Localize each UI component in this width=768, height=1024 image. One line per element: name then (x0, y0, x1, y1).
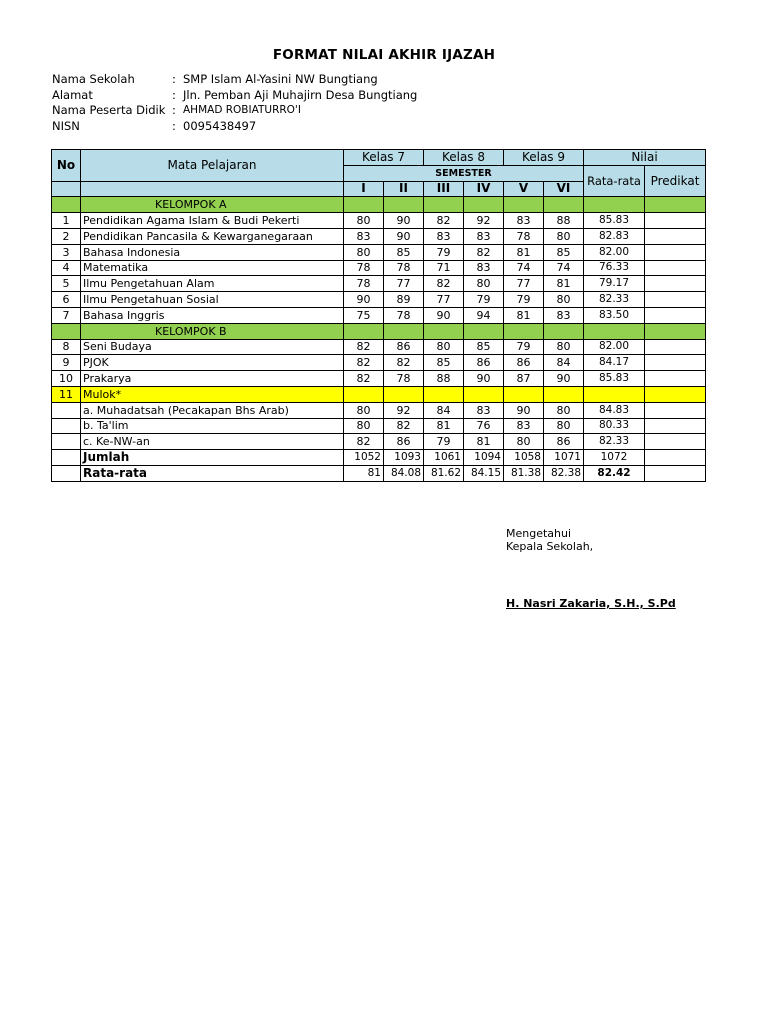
header-predikat: Predikat (645, 165, 706, 197)
subject-row (52, 260, 706, 276)
student-info (52, 72, 417, 134)
semester-score: 84 (424, 402, 464, 418)
row-number: 11 (52, 386, 81, 402)
info-label: NISN (52, 118, 80, 133)
subject-row (52, 307, 706, 323)
semester-score: 80 (344, 244, 384, 260)
row-number: 3 (52, 244, 81, 260)
semester-score: 77 (504, 276, 544, 292)
header-kelas9: Kelas 9 (504, 150, 584, 166)
semester-score: 86 (464, 355, 504, 371)
semester-score: 80 (344, 213, 384, 229)
subject-row (52, 402, 706, 418)
subject-row (52, 244, 706, 260)
average-score: 85.83 (584, 371, 645, 387)
average-score: 79.17 (584, 276, 645, 292)
info-row-address (52, 88, 417, 104)
row-number: 8 (52, 339, 81, 355)
semester-score: 75 (344, 307, 384, 323)
predikat-cell (645, 260, 706, 276)
semester-score: 79 (424, 244, 464, 260)
group-row (52, 323, 706, 339)
row-number (52, 402, 81, 418)
semester-score: 85 (544, 244, 584, 260)
info-value: 0095438497 (183, 118, 257, 133)
info-row-nisn (52, 119, 417, 135)
signature-line-1: Mengetahui (506, 527, 572, 540)
total-score: 1061 (424, 450, 464, 466)
header-semester-4: IV (464, 181, 504, 197)
semester-score: 90 (384, 228, 424, 244)
group-empty-cell (544, 197, 584, 213)
semester-score: 87 (504, 371, 544, 387)
row-number (52, 418, 81, 434)
semester-score: 74 (504, 260, 544, 276)
semester-score: 81 (504, 307, 544, 323)
semester-score: 88 (424, 371, 464, 387)
semester-score: 88 (544, 213, 584, 229)
semester-score: 83 (544, 307, 584, 323)
total-row (52, 450, 706, 466)
subject-row (52, 371, 706, 387)
predikat-cell (645, 355, 706, 371)
semester-score: 89 (384, 292, 424, 308)
group-empty-cell (645, 323, 706, 339)
row-number: 6 (52, 292, 81, 308)
subject-name: Bahasa Indonesia (81, 244, 344, 260)
semester-score: 94 (464, 307, 504, 323)
header-semester-6: VI (544, 181, 584, 197)
predikat-cell (645, 418, 706, 434)
predikat-cell (645, 276, 706, 292)
row-number: 7 (52, 307, 81, 323)
semester-score: 82 (344, 434, 384, 450)
group-empty-cell (344, 197, 384, 213)
total-average: 1072 (584, 450, 645, 466)
header-nilai: Nilai (584, 150, 706, 166)
predikat-cell (645, 339, 706, 355)
signature-line-2: Kepala Sekolah, (506, 539, 594, 553)
group-row (52, 197, 706, 213)
average-score: 82.00 (584, 339, 645, 355)
subject-row (52, 292, 706, 308)
group-empty-cell (344, 323, 384, 339)
subject-row (52, 434, 706, 450)
semester-score: 80 (464, 276, 504, 292)
semester-score: 90 (464, 371, 504, 387)
mulok-empty-cell (645, 386, 706, 402)
semester-score: 81 (544, 276, 584, 292)
semester-score: 77 (424, 292, 464, 308)
row-number: 2 (52, 228, 81, 244)
subject-name: Seni Budaya (81, 339, 344, 355)
info-value: AHMAD ROBIATURRO'I (183, 104, 301, 116)
info-separator: : (172, 87, 176, 102)
info-row-school (52, 72, 417, 88)
average-score: 84.17 (584, 355, 645, 371)
average-semester: 81.38 (504, 465, 544, 481)
subject-name: c. Ke-NW-an (81, 434, 344, 450)
row-number (52, 465, 81, 481)
group-empty-cell (464, 197, 504, 213)
subject-name: Pendidikan Agama Islam & Budi Pekerti (81, 213, 344, 229)
group-no-cell (52, 197, 81, 213)
average-score: 82.83 (584, 228, 645, 244)
average-score: 85.83 (584, 213, 645, 229)
group-empty-cell (424, 323, 464, 339)
subject-name: Prakarya (81, 371, 344, 387)
predikat-cell (645, 228, 706, 244)
semester-score: 83 (424, 228, 464, 244)
row-number: 10 (52, 371, 81, 387)
semester-score: 86 (384, 434, 424, 450)
total-score: 1071 (544, 450, 584, 466)
semester-score: 82 (384, 355, 424, 371)
total-score: 1094 (464, 450, 504, 466)
average-score: 76.33 (584, 260, 645, 276)
row-number: 4 (52, 260, 81, 276)
subject-name: Ilmu Pengetahuan Sosial (81, 292, 344, 308)
semester-score: 79 (504, 292, 544, 308)
subject-row (52, 213, 706, 229)
subject-name: Pendidikan Pancasila & Kewarganegaraan (81, 228, 344, 244)
subject-row (52, 355, 706, 371)
subject-name: PJOK (81, 355, 344, 371)
info-separator: : (172, 72, 176, 86)
group-no-cell (52, 323, 81, 339)
semester-score: 83 (344, 228, 384, 244)
semester-score: 80 (544, 292, 584, 308)
grades-table (51, 149, 706, 482)
group-empty-cell (384, 323, 424, 339)
predikat-cell (645, 307, 706, 323)
semester-score: 83 (504, 213, 544, 229)
semester-score: 82 (344, 371, 384, 387)
page-title: FORMAT NILAI AKHIR IJAZAH (272, 47, 496, 63)
semester-score: 82 (464, 244, 504, 260)
header-semester-3: III (424, 181, 464, 197)
semester-score: 83 (464, 402, 504, 418)
group-empty-cell (464, 323, 504, 339)
row-number (52, 450, 81, 466)
average-semester: 81.62 (424, 465, 464, 481)
semester-score: 80 (544, 418, 584, 434)
semester-score: 90 (424, 307, 464, 323)
semester-score: 90 (504, 402, 544, 418)
total-score: 1052 (344, 450, 384, 466)
info-value: SMP Islam Al-Yasini NW Bungtiang (183, 72, 378, 86)
average-score: 80.33 (584, 418, 645, 434)
semester-score: 83 (464, 228, 504, 244)
group-empty-cell (504, 197, 544, 213)
group-empty-cell (384, 197, 424, 213)
semester-score: 74 (544, 260, 584, 276)
subject-row (52, 418, 706, 434)
overall-average: 82.42 (584, 465, 645, 481)
predikat-cell (645, 244, 706, 260)
row-number: 5 (52, 276, 81, 292)
header-rata-rata: Rata-rata (584, 165, 645, 197)
group-empty-cell (584, 323, 645, 339)
semester-score: 80 (504, 434, 544, 450)
semester-score: 80 (544, 339, 584, 355)
semester-score: 84 (544, 355, 584, 371)
semester-score: 82 (424, 213, 464, 229)
semester-score: 81 (504, 244, 544, 260)
semester-score: 78 (384, 307, 424, 323)
info-value: Jln. Pemban Aji Muhajirn Desa Bungtiang (183, 87, 418, 102)
group-label: KELOMPOK B (81, 323, 344, 339)
semester-score: 82 (424, 276, 464, 292)
header-kelas8: Kelas 8 (424, 150, 504, 166)
average-score: 83.50 (584, 307, 645, 323)
group-empty-cell (544, 323, 584, 339)
signature-block (506, 528, 593, 553)
header-semester-1: I (344, 181, 384, 197)
average-semester: 82.38 (544, 465, 584, 481)
average-semester: 84.08 (384, 465, 424, 481)
header-row-1 (52, 150, 706, 166)
semester-score: 76 (464, 418, 504, 434)
predikat-cell (645, 434, 706, 450)
semester-score: 86 (384, 339, 424, 355)
average-score: 82.00 (584, 244, 645, 260)
header-no: No (52, 150, 81, 182)
header-semester-5: V (504, 181, 544, 197)
semester-score: 82 (384, 418, 424, 434)
row-number (52, 434, 81, 450)
mulok-empty-cell (424, 386, 464, 402)
semester-score: 82 (344, 339, 384, 355)
average-row (52, 465, 706, 481)
subject-name: b. Ta'lim (81, 418, 344, 434)
semester-score: 86 (544, 434, 584, 450)
semester-score: 80 (344, 418, 384, 434)
header-subject: Mata Pelajaran (81, 150, 344, 182)
semester-score: 83 (464, 260, 504, 276)
semester-score: 86 (504, 355, 544, 371)
mulok-empty-cell (504, 386, 544, 402)
mulok-empty-cell (544, 386, 584, 402)
semester-score: 71 (424, 260, 464, 276)
semester-score: 77 (384, 276, 424, 292)
info-separator: : (172, 103, 176, 117)
semester-score: 78 (344, 276, 384, 292)
semester-score: 85 (464, 339, 504, 355)
average-score: 84.83 (584, 402, 645, 418)
mulok-empty-cell (384, 386, 424, 402)
header-blank (52, 181, 81, 197)
semester-score: 80 (544, 402, 584, 418)
average-score: 82.33 (584, 292, 645, 308)
group-empty-cell (424, 197, 464, 213)
predikat-cell (645, 371, 706, 387)
semester-score: 83 (504, 418, 544, 434)
mulok-empty-cell (584, 386, 645, 402)
semester-score: 80 (424, 339, 464, 355)
group-empty-cell (645, 197, 706, 213)
row-number: 1 (52, 213, 81, 229)
semester-score: 78 (384, 371, 424, 387)
subject-name: Matematika (81, 260, 344, 276)
semester-score: 78 (504, 228, 544, 244)
total-score: 1093 (384, 450, 424, 466)
predikat-cell (645, 213, 706, 229)
semester-score: 79 (504, 339, 544, 355)
subject-name: Bahasa Inggris (81, 307, 344, 323)
average-label: Rata-rata (81, 465, 344, 481)
subject-row (52, 339, 706, 355)
semester-score: 80 (544, 228, 584, 244)
average-semester: 84.15 (464, 465, 504, 481)
row-number: 9 (52, 355, 81, 371)
header-blank (81, 181, 344, 197)
info-label: Alamat (52, 87, 93, 102)
semester-score: 79 (424, 434, 464, 450)
average-score: 82.33 (584, 434, 645, 450)
semester-score: 81 (464, 434, 504, 450)
total-score: 1058 (504, 450, 544, 466)
subject-name: Mulok* (81, 386, 344, 402)
subject-row (52, 276, 706, 292)
semester-score: 90 (544, 371, 584, 387)
semester-score: 90 (384, 213, 424, 229)
semester-score: 92 (464, 213, 504, 229)
semester-score: 79 (464, 292, 504, 308)
semester-score: 90 (344, 292, 384, 308)
semester-score: 80 (344, 402, 384, 418)
semester-score: 81 (424, 418, 464, 434)
predikat-cell (645, 292, 706, 308)
total-label: Jumlah (81, 450, 344, 466)
semester-score: 78 (344, 260, 384, 276)
info-label: Nama Sekolah (52, 72, 135, 86)
signer-name: H. Nasri Zakaria, S.H., S.Pd (506, 597, 676, 610)
header-semester: SEMESTER (344, 165, 584, 181)
semester-score: 78 (384, 260, 424, 276)
semester-score: 85 (384, 244, 424, 260)
mulok-row (52, 386, 706, 402)
group-empty-cell (584, 197, 645, 213)
semester-score: 92 (384, 402, 424, 418)
predikat-cell (645, 465, 706, 481)
subject-name: a. Muhadatsah (Pecakapan Bhs Arab) (81, 402, 344, 418)
header-kelas7: Kelas 7 (344, 150, 424, 166)
semester-score: 82 (344, 355, 384, 371)
subject-name: Ilmu Pengetahuan Alam (81, 276, 344, 292)
subject-row (52, 228, 706, 244)
predikat-cell (645, 402, 706, 418)
semester-score: 85 (424, 355, 464, 371)
info-row-student-name (52, 103, 417, 119)
group-empty-cell (504, 323, 544, 339)
info-label: Nama Peserta Didik (52, 103, 166, 117)
mulok-empty-cell (464, 386, 504, 402)
average-semester: 81 (344, 465, 384, 481)
predikat-cell (645, 450, 706, 466)
group-label: KELOMPOK A (81, 197, 344, 213)
info-separator: : (172, 118, 176, 133)
header-semester-2: II (384, 181, 424, 197)
mulok-empty-cell (344, 386, 384, 402)
